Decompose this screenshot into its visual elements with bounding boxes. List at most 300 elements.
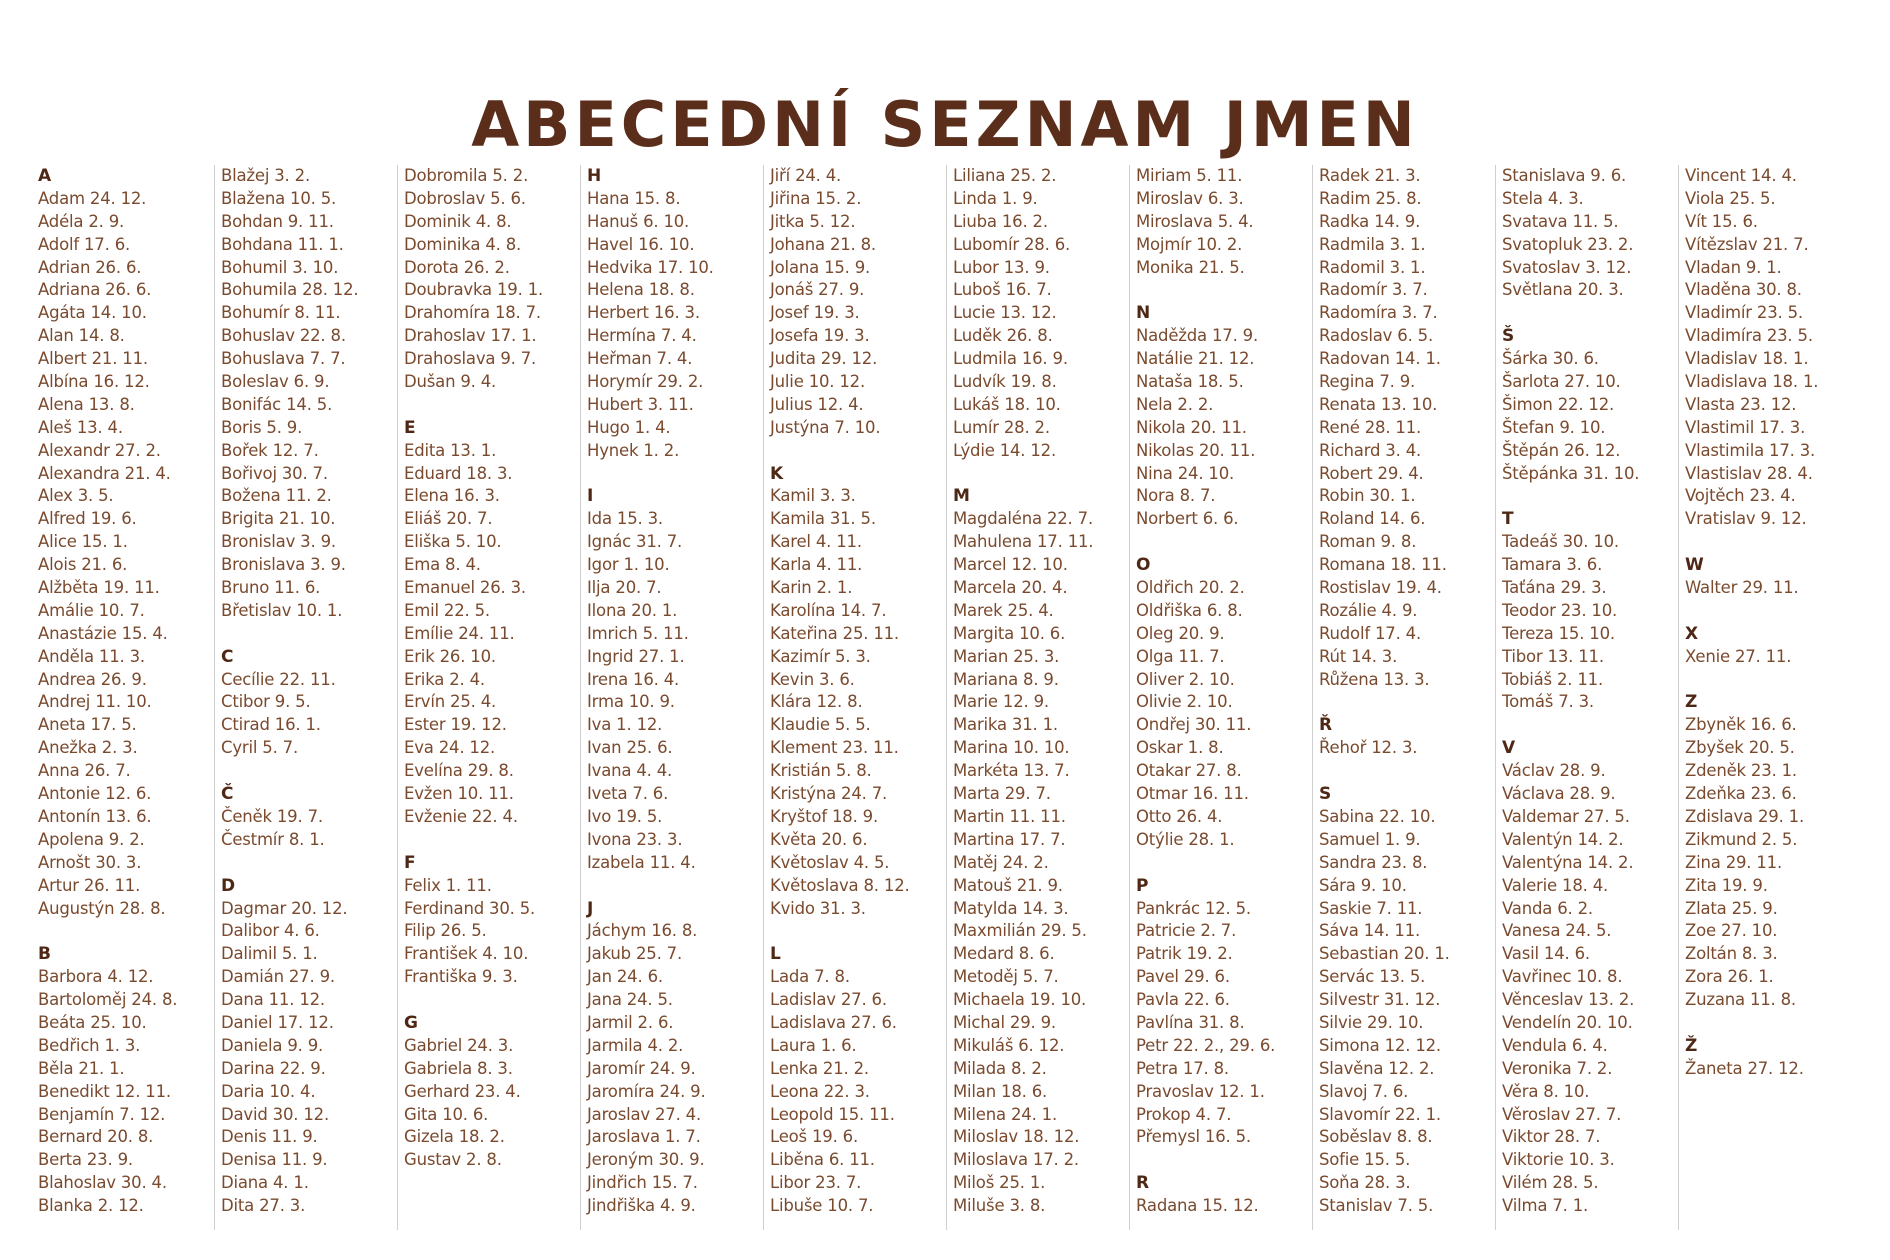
name-entry: Vendula 6. 4. <box>1502 1035 1608 1055</box>
name-entry: Radmila 3. 1. <box>1319 234 1426 254</box>
name-entry: Olivie 2. 10. <box>1136 692 1233 712</box>
name-entry: Zdislava 29. 1. <box>1685 806 1805 826</box>
name-entry: Vlastimila 17. 3. <box>1685 440 1816 460</box>
name-entry: Kateřina 25. 11. <box>770 623 899 643</box>
letter-heading: G <box>404 1012 418 1033</box>
name-entry: Jaromír 24. 9. <box>587 1058 696 1078</box>
name-entry: Hynek 1. 2. <box>587 440 680 460</box>
name-entry: František 4. 10. <box>404 944 529 964</box>
name-entry: Jan 24. 6. <box>587 967 663 987</box>
name-entry: Jolana 15. 9. <box>770 257 871 277</box>
name-entry: Adriana 26. 6. <box>38 280 152 300</box>
name-entry: Radka 14. 9. <box>1319 211 1421 231</box>
name-entry: Marcel 12. 10. <box>953 555 1068 575</box>
name-entry: Štefan 9. 10. <box>1502 417 1606 437</box>
name-column <box>1313 165 1496 1230</box>
name-entry: Vavřinec 10. 8. <box>1502 967 1623 987</box>
name-entry: Rostislav 19. 4. <box>1319 578 1442 598</box>
name-entry: Viktorie 10. 3. <box>1502 1150 1615 1170</box>
name-entry: Blažena 10. 5. <box>221 188 337 208</box>
name-entry: Felix 1. 11. <box>404 875 492 895</box>
name-entry: Vilém 28. 5. <box>1502 1173 1599 1193</box>
name-entry: Dominika 4. 8. <box>404 234 522 254</box>
name-entry: Boris 5. 9. <box>221 417 303 437</box>
name-entry: Ilona 20. 1. <box>587 600 678 620</box>
name-entry: Alena 13. 8. <box>38 394 135 414</box>
name-entry: René 28. 11. <box>1319 417 1422 437</box>
name-entry: Nora 8. 7. <box>1136 486 1216 506</box>
name-entry: Miroslava 5. 4. <box>1136 211 1254 231</box>
name-entry: Jaroslav 27. 4. <box>587 1104 702 1124</box>
name-entry: Sára 9. 10. <box>1319 875 1407 895</box>
name-entry: Valentýna 14. 2. <box>1502 852 1634 872</box>
letter-heading: C <box>221 646 234 667</box>
name-entry: Irena 16. 4. <box>587 669 680 689</box>
spacer <box>221 760 397 783</box>
name-entry: Alice 15. 1. <box>38 532 128 552</box>
name-entry: Albert 21. 11. <box>38 349 148 369</box>
name-entry: Gustav 2. 8. <box>404 1150 502 1170</box>
name-entry: Linda 1. 9. <box>953 188 1038 208</box>
name-entry: Alex 3. 5. <box>38 486 114 506</box>
name-column <box>1679 165 1862 1230</box>
name-entry: Cyril 5. 7. <box>221 738 299 758</box>
name-entry: Josef 19. 3. <box>770 303 860 323</box>
name-entry: Hubert 3. 11. <box>587 394 694 414</box>
name-entry: Gabriel 24. 3. <box>404 1035 514 1055</box>
name-entry: Ladislav 27. 6. <box>770 990 887 1010</box>
name-entry: Benedikt 12. 11. <box>38 1081 171 1101</box>
name-entry: Vladislav 18. 1. <box>1685 349 1809 369</box>
name-entry: Samuel 1. 9. <box>1319 829 1421 849</box>
name-entry: Lubomír 28. 6. <box>953 234 1071 254</box>
name-entry: Jonáš 27. 9. <box>770 280 865 300</box>
name-entry: Božena 11. 2. <box>221 486 332 506</box>
name-entry: Ema 8. 4. <box>404 555 481 575</box>
name-entry: Blažej 3. 2. <box>221 166 310 185</box>
name-entry: Alan 14. 8. <box>38 326 125 346</box>
name-entry: Dobroslav 5. 6. <box>404 188 526 208</box>
spacer <box>587 463 763 486</box>
name-entry: Rút 14. 3. <box>1319 646 1398 666</box>
name-entry: Viola 25. 5. <box>1685 188 1776 208</box>
letter-heading: K <box>770 463 783 484</box>
name-entry: Vendelín 20. 10. <box>1502 1012 1633 1032</box>
spacer <box>1136 852 1312 875</box>
name-entry: Petr 22. 2., 29. 6. <box>1136 1035 1276 1055</box>
name-entry: Gabriela 8. 3. <box>404 1058 513 1078</box>
name-entry: Břetislav 10. 1. <box>221 600 343 620</box>
spacer <box>1136 279 1312 302</box>
name-entry: Magdaléna 22. 7. <box>953 509 1093 529</box>
name-column <box>398 165 581 1230</box>
name-entry: Sofie 15. 5. <box>1319 1150 1411 1170</box>
name-entry: Zlata 25. 9. <box>1685 898 1778 918</box>
letter-heading: D <box>221 875 235 896</box>
name-entry: Ctirad 16. 1. <box>221 715 321 735</box>
name-entry: Věnceslav 13. 2. <box>1502 990 1635 1010</box>
name-entry: Aneta 17. 5. <box>38 715 137 735</box>
name-entry: Igor 1. 10. <box>587 555 670 575</box>
name-entry: Hana 15. 8. <box>587 188 681 208</box>
name-entry: Ondřej 30. 11. <box>1136 715 1252 735</box>
name-entry: Kvido 31. 3. <box>770 898 866 918</box>
name-entry: Luboš 16. 7. <box>953 280 1052 300</box>
name-entry: Justýna 7. 10. <box>770 417 881 437</box>
name-entry: Marek 25. 4. <box>953 600 1054 620</box>
name-entry: Brigita 21. 10. <box>221 509 336 529</box>
name-entry: Bohdana 11. 1. <box>221 234 344 254</box>
name-entry: Oskar 1. 8. <box>1136 738 1224 758</box>
spacer <box>221 852 397 875</box>
name-entry: Libor 23. 7. <box>770 1173 862 1193</box>
name-entry: Slavomír 22. 1. <box>1319 1104 1441 1124</box>
name-entry: Anděla 11. 3. <box>38 646 145 666</box>
name-entry: Nina 24. 10. <box>1136 463 1235 483</box>
name-entry: Judita 29. 12. <box>770 349 878 369</box>
name-entry: Regina 7. 9. <box>1319 372 1416 392</box>
name-entry: Karolína 14. 7. <box>770 600 887 620</box>
letter-heading: X <box>1685 623 1698 644</box>
name-entry: Saskie 7. 11. <box>1319 898 1423 918</box>
name-entry: Alexandra 21. 4. <box>38 463 171 483</box>
name-entry: Jitka 5. 12. <box>770 211 856 231</box>
spacer <box>1136 1149 1312 1172</box>
name-entry: Servác 13. 5. <box>1319 967 1426 987</box>
name-entry: Gerhard 23. 4. <box>404 1081 521 1101</box>
name-entry: Drahomíra 18. 7. <box>404 303 541 323</box>
name-entry: Ludvík 19. 8. <box>953 372 1057 392</box>
name-entry: Hanuš 6. 10. <box>587 211 690 231</box>
name-entry: Markéta 13. 7. <box>953 761 1070 781</box>
name-column <box>1496 165 1679 1230</box>
name-column <box>764 165 947 1230</box>
name-entry: Cecílie 22. 11. <box>221 669 336 689</box>
name-entry: Naděžda 17. 9. <box>1136 326 1258 346</box>
name-entry: Daria 10. 4. <box>221 1081 316 1101</box>
name-entry: Běla 21. 1. <box>38 1058 125 1078</box>
name-entry: Bedřich 1. 3. <box>38 1035 141 1055</box>
spacer <box>953 463 1129 486</box>
name-entry: Romana 18. 11. <box>1319 555 1447 575</box>
name-entry: Emanuel 26. 3. <box>404 578 526 598</box>
name-entry: Berta 23. 9. <box>38 1150 133 1170</box>
name-entry: Rudolf 17. 4. <box>1319 623 1422 643</box>
name-entry: Artur 26. 11. <box>38 875 141 895</box>
name-entry: Marina 10. 10. <box>953 738 1070 758</box>
spacer <box>1685 1012 1862 1035</box>
name-entry: Matylda 14. 3. <box>953 898 1069 918</box>
name-entry: Lucie 13. 12. <box>953 303 1057 323</box>
name-entry: Andrea 26. 9. <box>38 669 147 689</box>
name-entry: Erik 26. 10. <box>404 646 496 666</box>
name-entry: Zikmund 2. 5. <box>1685 829 1798 849</box>
name-entry: Bořivoj 30. 7. <box>221 463 328 483</box>
name-entry: Miloslava 17. 2. <box>953 1150 1079 1170</box>
name-entry: Lubor 13. 9. <box>953 257 1050 277</box>
name-entry: Evelína 29. 8. <box>404 761 514 781</box>
name-entry: Zina 29. 11. <box>1685 852 1783 872</box>
name-entry: Liliana 25. 2. <box>953 166 1057 185</box>
name-entry: Slavěna 12. 2. <box>1319 1058 1435 1078</box>
name-entry: Bohumila 28. 12. <box>221 280 359 300</box>
name-entry: Milada 8. 2. <box>953 1058 1047 1078</box>
name-entry: Zoltán 8. 3. <box>1685 944 1778 964</box>
name-entry: Zita 19. 9. <box>1685 875 1768 895</box>
name-entry: Dorota 26. 2. <box>404 257 510 277</box>
name-entry: Heřman 7. 4. <box>587 349 693 369</box>
name-entry: Jakub 25. 7. <box>587 944 683 964</box>
name-entry: Michaela 19. 10. <box>953 990 1087 1010</box>
letter-heading: T <box>1502 509 1514 530</box>
name-entry: Stanislav 7. 5. <box>1319 1196 1434 1216</box>
name-entry: Apolena 9. 2. <box>38 829 145 849</box>
name-entry: Řehoř 12. 3. <box>1319 738 1418 758</box>
name-entry: Ferdinand 30. 5. <box>404 898 536 918</box>
name-entry: Dagmar 20. 12. <box>221 898 348 918</box>
name-entry: Jaromíra 24. 9. <box>587 1081 706 1101</box>
name-entry: Ludmila 16. 9. <box>953 349 1068 369</box>
spacer <box>1685 669 1862 692</box>
name-entry: Zdeňka 23. 6. <box>1685 784 1797 804</box>
name-entry: Lukáš 18. 10. <box>953 394 1061 414</box>
name-entry: Adam 24. 12. <box>38 188 147 208</box>
name-entry: Simona 12. 12. <box>1319 1035 1441 1055</box>
name-entry: Alois 21. 6. <box>38 555 128 575</box>
name-entry: Blahoslav 30. 4. <box>38 1173 167 1193</box>
name-entry: Růžena 13. 3. <box>1319 669 1430 689</box>
letter-heading: E <box>404 417 416 438</box>
name-entry: Radana 15. 12. <box>1136 1196 1259 1216</box>
name-entry: Patricie 2. 7. <box>1136 921 1237 941</box>
name-entry: Václava 28. 9. <box>1502 784 1616 804</box>
name-entry: Natálie 21. 12. <box>1136 349 1255 369</box>
name-entry: Marika 31. 1. <box>953 715 1058 735</box>
name-entry: Amálie 10. 7. <box>38 600 145 620</box>
name-entry: Oleg 20. 9. <box>1136 623 1225 643</box>
letter-heading: Ž <box>1685 1035 1698 1056</box>
name-entry: Jaroslava 1. 7. <box>587 1127 701 1147</box>
name-entry: Renata 13. 10. <box>1319 394 1438 414</box>
name-entry: Valdemar 27. 5. <box>1502 806 1630 826</box>
spacer <box>221 623 397 646</box>
spacer <box>1685 600 1862 623</box>
name-entry: Slavoj 7. 6. <box>1319 1081 1409 1101</box>
name-entry: Květoslav 4. 5. <box>770 852 890 872</box>
name-entry: Zuzana 11. 8. <box>1685 990 1796 1010</box>
name-entry: Marcela 20. 4. <box>953 578 1068 598</box>
name-entry: Luděk 26. 8. <box>953 326 1053 346</box>
name-entry: Klára 12. 8. <box>770 692 863 712</box>
name-entry: Daniel 17. 12. <box>221 1012 334 1032</box>
name-entry: Lada 7. 8. <box>770 967 850 987</box>
name-entry: Bronislava 3. 9. <box>221 555 346 575</box>
name-entry: Tadeáš 30. 10. <box>1502 532 1619 552</box>
name-entry: Hedvika 17. 10. <box>587 257 714 277</box>
name-entry: Miloslav 18. 12. <box>953 1127 1080 1147</box>
name-entry: Adolf 17. 6. <box>38 234 131 254</box>
name-entry: Damián 27. 9. <box>221 967 335 987</box>
name-entry: Šimon 22. 12. <box>1502 394 1615 414</box>
name-entry: Klement 23. 11. <box>770 738 899 758</box>
name-entry: Margita 10. 6. <box>953 623 1066 643</box>
name-entry: Edita 13. 1. <box>404 440 497 460</box>
name-entry: Otto 26. 4. <box>1136 806 1223 826</box>
name-entry: Radoslav 6. 5. <box>1319 326 1434 346</box>
name-entry: Gizela 18. 2. <box>404 1127 505 1147</box>
name-entry: Michal 29. 9. <box>953 1012 1056 1032</box>
name-entry: Patrik 19. 2. <box>1136 944 1233 964</box>
name-entry: Lýdie 14. 12. <box>953 440 1057 460</box>
name-entry: Miluše 3. 8. <box>953 1196 1046 1216</box>
name-entry: Čestmír 8. 1. <box>221 829 325 849</box>
name-entry: Elena 16. 3. <box>404 486 500 506</box>
name-entry: Veronika 7. 2. <box>1502 1058 1613 1078</box>
name-entry: Matěj 24. 2. <box>953 852 1049 872</box>
name-entry: Bohumír 8. 11. <box>221 303 341 323</box>
spacer <box>404 989 580 1012</box>
name-entry: Miroslav 6. 3. <box>1136 188 1244 208</box>
name-entry: Eva 24. 12. <box>404 738 496 758</box>
name-entry: Radomír 3. 7. <box>1319 280 1428 300</box>
name-entry: Albína 16. 12. <box>38 372 150 392</box>
name-entry: Leopold 15. 11. <box>770 1104 895 1124</box>
name-entry: Ervín 25. 4. <box>404 692 497 712</box>
name-entry: Miloš 25. 1. <box>953 1173 1046 1193</box>
name-entry: Denisa 11. 9. <box>221 1150 328 1170</box>
name-entry: Eliška 5. 10. <box>404 532 502 552</box>
name-entry: Irma 10. 9. <box>587 692 675 712</box>
name-entry: Drahoslav 17. 1. <box>404 326 537 346</box>
name-entry: Miriam 5. 11. <box>1136 166 1243 185</box>
name-entry: Valerie 18. 4. <box>1502 875 1609 895</box>
name-column <box>32 165 215 1230</box>
letter-heading: M <box>953 486 970 507</box>
spacer <box>404 829 580 852</box>
name-entry: Hugo 1. 4. <box>587 417 671 437</box>
spacer <box>38 920 214 943</box>
name-entry: Vladislava 18. 1. <box>1685 372 1819 392</box>
name-entry: Sabina 22. 10. <box>1319 806 1436 826</box>
name-entry: Milena 24. 1. <box>953 1104 1057 1124</box>
name-entry: Bohuslava 7. 7. <box>221 349 346 369</box>
name-entry: Bronislav 3. 9. <box>221 532 336 552</box>
name-entry: Otýlie 28. 1. <box>1136 829 1235 849</box>
name-entry: Vladimír 23. 5. <box>1685 303 1803 323</box>
name-entry: Laura 1. 6. <box>770 1035 857 1055</box>
name-entry: Beáta 25. 10. <box>38 1012 147 1032</box>
name-entry: Vilma 7. 1. <box>1502 1196 1589 1216</box>
name-entry: Pravoslav 12. 1. <box>1136 1081 1265 1101</box>
name-column <box>1130 165 1313 1230</box>
name-entry: Benjamín 7. 12. <box>38 1104 166 1124</box>
name-entry: Vladimíra 23. 5. <box>1685 326 1813 346</box>
name-entry: Iveta 7. 6. <box>587 784 669 804</box>
letter-heading: L <box>770 944 781 965</box>
name-entry: Norbert 6. 6. <box>1136 509 1239 529</box>
name-entry: Silvestr 31. 12. <box>1319 990 1441 1010</box>
name-entry: Jindřiška 4. 9. <box>587 1196 696 1216</box>
name-entry: Drahoslava 9. 7. <box>404 349 537 369</box>
name-entry: Ignác 31. 7. <box>587 532 683 552</box>
spacer <box>1502 714 1678 737</box>
name-entry: Liběna 6. 11. <box>770 1150 875 1170</box>
name-entry: Libuše 10. 7. <box>770 1196 874 1216</box>
name-entry: Dušan 9. 4. <box>404 372 497 392</box>
name-entry: Soňa 28. 3. <box>1319 1173 1411 1193</box>
name-entry: Šarlota 27. 10. <box>1502 372 1621 392</box>
name-entry: Nikolas 20. 11. <box>1136 440 1256 460</box>
name-entry: Bohdan 9. 11. <box>221 211 334 231</box>
name-entry: Pavla 22. 6. <box>1136 990 1230 1010</box>
page-title: ABECEDNÍ SEZNAM JMEN <box>471 88 1419 161</box>
name-entry: Andrej 11. 10. <box>38 692 152 712</box>
name-entry: Leoš 19. 6. <box>770 1127 859 1147</box>
name-entry: Emílie 24. 11. <box>404 623 515 643</box>
spacer <box>770 920 946 943</box>
name-entry: Kristián 5. 8. <box>770 761 872 781</box>
name-entry: Denis 11. 9. <box>221 1127 318 1147</box>
name-entry: Vladan 9. 1. <box>1685 257 1782 277</box>
name-entry: Radomíra 3. 7. <box>1319 303 1438 323</box>
name-entry: Vlastislav 28. 4. <box>1685 463 1813 483</box>
name-entry: Kryštof 18. 9. <box>770 806 879 826</box>
name-entry: Medard 8. 6. <box>953 944 1055 964</box>
name-entry: Petra 17. 8. <box>1136 1058 1229 1078</box>
name-entry: Pavel 29. 6. <box>1136 967 1230 987</box>
name-entry: Julius 12. 4. <box>770 394 864 414</box>
name-entry: Herbert 16. 3. <box>587 303 700 323</box>
name-entry: Marie 12. 9. <box>953 692 1049 712</box>
name-entry: Dalimil 5. 1. <box>221 944 318 964</box>
name-entry: Rozálie 4. 9. <box>1319 600 1418 620</box>
name-entry: Jiří 24. 4. <box>770 166 842 185</box>
name-entry: Bonifác 14. 5. <box>221 394 333 414</box>
letter-heading: O <box>1136 555 1151 576</box>
name-entry: Vojtěch 23. 4. <box>1685 486 1796 506</box>
name-entry: Štěpánka 31. 10. <box>1502 463 1640 483</box>
name-entry: Radomil 3. 1. <box>1319 257 1426 277</box>
name-entry: Martina 17. 7. <box>953 829 1066 849</box>
letter-heading: Ř <box>1319 715 1332 736</box>
name-entry: Kamila 31. 5. <box>770 509 876 529</box>
name-entry: David 30. 12. <box>221 1104 330 1124</box>
name-entry: Lenka 21. 2. <box>770 1058 869 1078</box>
name-entry: Kristýna 24. 7. <box>770 784 888 804</box>
name-entry: Mikuláš 6. 12. <box>953 1035 1065 1055</box>
name-entry: Bruno 11. 6. <box>221 578 321 598</box>
name-entry: Vítězslav 21. 7. <box>1685 234 1809 254</box>
name-entry: Sáva 14. 11. <box>1319 921 1421 941</box>
name-entry: Gita 10. 6. <box>404 1104 489 1124</box>
name-entry: Tereza 15. 10. <box>1502 623 1615 643</box>
name-entry: Ladislava 27. 6. <box>770 1012 897 1032</box>
name-entry: Kazimír 5. 3. <box>770 646 871 666</box>
name-entry: Roman 9. 8. <box>1319 532 1417 552</box>
name-entry: Prokop 4. 7. <box>1136 1104 1232 1124</box>
name-entry: Roland 14. 6. <box>1319 509 1426 529</box>
name-entry: Svatava 11. 5. <box>1502 211 1619 231</box>
name-entry: Marian 25. 3. <box>953 646 1060 666</box>
name-entry: Pankrác 12. 5. <box>1136 898 1251 918</box>
name-entry: Zora 26. 1. <box>1685 967 1774 987</box>
name-entry: Richard 3. 4. <box>1319 440 1422 460</box>
name-entry: Dita 27. 3. <box>221 1196 306 1216</box>
name-entry: Tobiáš 2. 11. <box>1502 669 1604 689</box>
name-entry: Robin 30. 1. <box>1319 486 1416 506</box>
name-entry: Evženie 22. 4. <box>404 806 518 826</box>
name-entry: Vratislav 9. 12. <box>1685 509 1807 529</box>
